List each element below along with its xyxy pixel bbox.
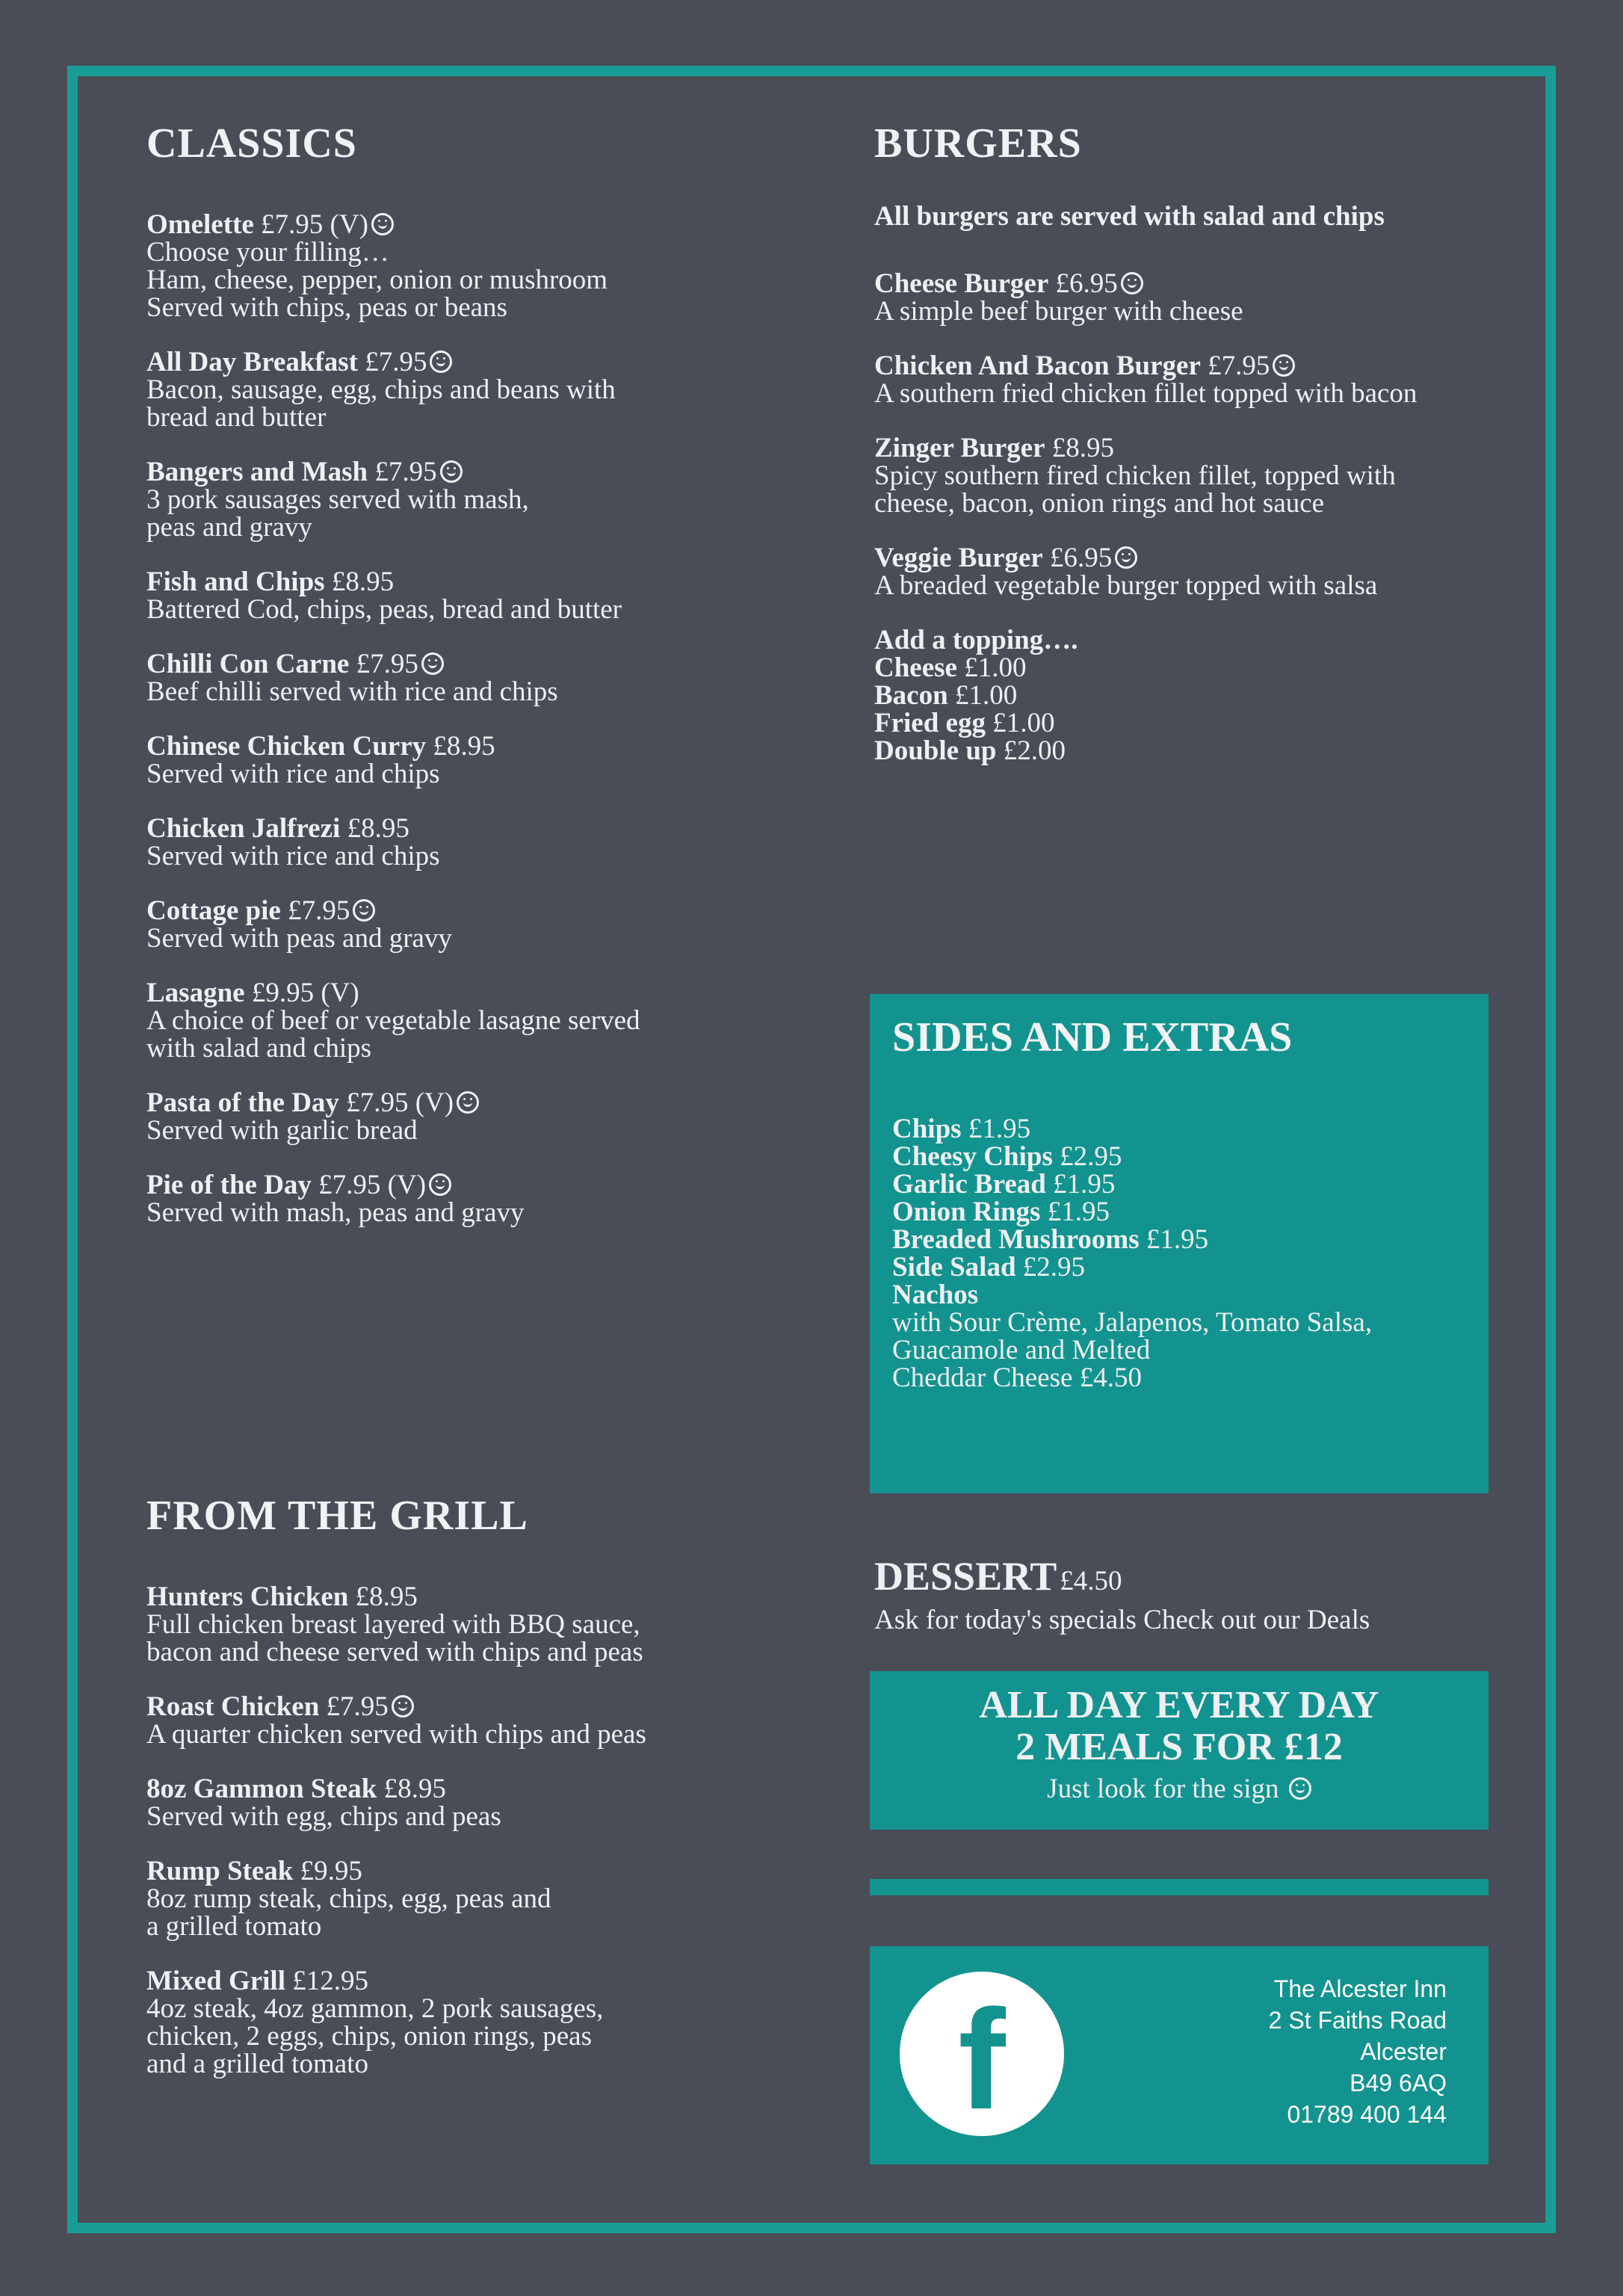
topping-price: £2.00 [1003,735,1066,766]
item-name: Omelette [146,209,254,240]
item-name: Chicken And Bacon Burger [874,351,1201,381]
side-item [892,1143,1488,1170]
item-name: Cottage pie [146,895,281,926]
item-desc: Bacon, sausage, egg, chips and beans with [146,374,616,405]
dessert-title: DESSERT [874,1554,1057,1599]
side-price: £2.95 [1060,1141,1122,1172]
menu-item-pasta-of-the-day [146,1089,819,1144]
item-desc: Served with rice and chips [146,759,440,789]
menu-item-gammon-steak [146,1775,819,1830]
menu-item-omelette [146,211,819,321]
side-price: £1.95 [968,1114,1031,1144]
side-name: Cheesy Chips [892,1141,1053,1172]
item-name: All Day Breakfast [146,347,358,377]
burgers-section [874,120,1532,765]
side-item [892,1226,1488,1253]
sides-title: SIDES AND EXTRAS [892,1014,1293,1061]
deal-line3: Just look for the sign [1047,1774,1279,1804]
burgers-title: BURGERS [874,120,1082,167]
item-desc: Full chicken breast layered with BBQ sauce, [146,1609,640,1640]
topping-item [874,737,1532,765]
smiley-icon [1121,272,1143,294]
item-price: £7.95 [1208,351,1270,381]
menu-item-pie-of-the-day [146,1171,819,1226]
item-name: Bangers and Mash [146,457,368,487]
item-price: £7.95 [326,1691,389,1722]
item-price: £7.95 [365,347,427,377]
item-name: Cheese Burger [874,268,1049,299]
item-name: Chilli Con Carne [146,649,350,679]
topping-item [874,709,1532,737]
side-price: £1.95 [1146,1224,1209,1255]
item-price: £12.95 [292,1966,368,1996]
side-name: Onion Rings [892,1197,1041,1227]
grill-section [146,1492,819,2105]
menu-item-chilli-con-carne [146,650,819,706]
item-desc: Served with garlic bread [146,1115,418,1146]
item-name: Chicken Jalfrezi [146,813,341,844]
menu-item-fish-and-chips [146,568,819,623]
item-name: Veggie Burger [874,543,1043,573]
side-name: Garlic Bread [892,1169,1046,1200]
smiley-icon [430,351,452,373]
side-item [892,1253,1488,1281]
item-price: £8.95 [355,1581,418,1612]
item-price: £8.95 [433,731,495,762]
facebook-icon[interactable]: f [900,1972,1064,2136]
item-desc: a grilled tomato [146,1911,322,1942]
item-desc: 8oz rump steak, chips, egg, peas and [146,1883,551,1914]
vegetarian-tag: (V) [321,978,359,1008]
item-name: Chinese Chicken Curry [146,731,427,762]
item-desc: Served with egg, chips and peas [146,1801,501,1832]
item-name: Lasagne [146,978,245,1008]
menu-item-mixed-grill [146,1967,819,2078]
menu-item-chicken-bacon-burger [874,352,1532,407]
item-name: Pasta of the Day [146,1087,339,1118]
classics-section [146,120,819,1253]
item-desc: chicken, 2 eggs, chips, onion rings, peas [146,2021,592,2052]
topping-item [874,654,1532,682]
item-desc: bread and butter [146,402,327,433]
topping-name: Double up [874,735,997,766]
side-item [892,1115,1488,1143]
side-name: Breaded Mushrooms [892,1224,1140,1255]
topping-name: Cheese [874,652,957,683]
menu-item-cottage-pie [146,897,819,952]
side-name: Chips [892,1114,962,1144]
item-desc: 4oz steak, 4oz gammon, 2 pork sausages, [146,1993,604,2024]
menu-item-bangers-and-mash [146,458,819,541]
item-price: £9.95 [300,1856,362,1886]
menu-item-cheese-burger [874,270,1532,325]
item-name: Mixed Grill [146,1966,285,1996]
item-name: Hunters Chicken [146,1581,349,1612]
side-name: Side Salad [892,1252,1016,1283]
dessert-desc: Ask for today's specials Check out our Deals [874,1605,1370,1635]
dessert-section [874,1553,1532,1636]
toppings-list [874,626,1532,765]
town: Alcester [1360,2038,1447,2065]
postcode: B49 6AQ [1350,2070,1447,2096]
smiley-icon [440,460,463,483]
item-desc: peas and gravy [146,512,312,543]
item-desc: Spicy southern fired chicken fillet, topped with [874,460,1396,491]
side-item [892,1281,1488,1309]
item-name: Rump Steak [146,1856,294,1886]
item-desc: cheese, bacon, onion rings and hot sauce [874,488,1325,519]
smiley-icon [371,213,394,235]
venue-name: The Alcester Inn [1273,1975,1447,2002]
item-desc: Choose your filling… [146,237,389,268]
menu-item-chinese-chicken-curry [146,732,819,788]
smiley-icon [429,1173,451,1196]
item-price: £7.95 [346,1087,409,1118]
item-price: £8.95 [331,567,395,597]
item-name: Zinger Burger [874,433,1045,463]
item-name: 8oz Gammon Steak [146,1774,377,1804]
menu-item-zinger-burger [874,434,1532,517]
item-desc: and a grilled tomato [146,2049,368,2079]
side-item [892,1170,1488,1198]
item-desc: A breaded vegetable burger topped with salsa [874,570,1378,601]
contact-panel [870,1946,1488,2164]
topping-name: Bacon [874,680,948,711]
item-price: £6.95 [1049,543,1113,573]
topping-name: Fried egg [874,708,986,738]
item-desc: Battered Cod, chips, peas, bread and butter [146,594,622,625]
topping-price: £1.00 [964,652,1027,683]
nachos-desc: Guacamole and Melted [892,1335,1151,1365]
nachos-desc: Cheddar Cheese £4.50 [892,1363,1142,1393]
smiley-icon [1115,546,1137,569]
divider-bar [870,1879,1488,1895]
side-item [892,1198,1488,1226]
item-price: £7.95 [374,457,437,487]
item-price: £8.95 [383,1774,446,1804]
item-price: £7.95 [288,895,350,926]
item-desc: 3 pork sausages served with mash, [146,484,529,515]
vegetarian-tag: (V) [415,1087,454,1118]
deal-line2: 2 MEALS FOR £12 [1015,1726,1343,1768]
item-price: £9.95 [251,978,315,1008]
vegetarian-tag: (V) [387,1170,427,1200]
sides-list [892,1115,1488,1392]
deal-line1: ALL DAY EVERY DAY [979,1684,1379,1726]
topping-price: £1.00 [954,680,1018,711]
item-desc: A quarter chicken served with chips and peas [146,1719,646,1750]
menu-item-roast-chicken [146,1693,819,1748]
smiley-icon [457,1091,479,1114]
toppings-title: Add a topping…. [874,625,1078,655]
topping-price: £1.00 [992,708,1055,738]
item-price: £8.95 [1051,433,1114,463]
side-price: £1.95 [1047,1197,1110,1227]
item-desc: Served with mash, peas and gravy [146,1197,525,1228]
classics-title: CLASSICS [146,120,357,167]
smiley-icon [1273,354,1295,377]
smiley-icon [392,1695,414,1718]
menu-item-all-day-breakfast [146,348,819,431]
item-price: £6.95 [1055,268,1118,299]
phone: 01789 400 144 [1287,2101,1447,2128]
street: 2 St Faiths Road [1268,2007,1447,2034]
item-desc: A choice of beef or vegetable lasagne served [146,1005,640,1036]
item-desc: A simple beef burger with cheese [874,296,1243,327]
item-name: Fish and Chips [146,567,325,597]
item-desc: bacon and cheese served with chips and peas [146,1637,643,1667]
menu-item-lasagne [146,979,819,1062]
item-price: £7.95 [356,649,418,679]
burgers-note: All burgers are served with salad and chips [874,201,1385,232]
item-desc: A southern fried chicken fillet topped with bacon [874,378,1418,409]
deal-banner [870,1671,1488,1830]
item-name: Roast Chicken [146,1691,320,1722]
item-price: £8.95 [347,813,409,844]
smiley-icon [1289,1777,1311,1800]
item-desc: Served with chips, peas or beans [146,292,507,323]
smiley-icon [353,899,375,922]
item-desc: Ham, cheese, pepper, onion or mushroom [146,265,608,295]
grill-title: FROM THE GRILL [146,1493,528,1539]
item-desc: Served with peas and gravy [146,923,452,954]
item-price: £7.95 [261,209,324,240]
address-block [1269,1973,1447,2130]
menu-item-veggie-burger [874,544,1532,599]
side-price: £1.95 [1053,1169,1116,1200]
side-name: Nachos [892,1280,979,1310]
item-desc: Beef chilli served with rice and chips [146,676,558,707]
side-price: £2.95 [1022,1252,1086,1283]
nachos-desc: with Sour Crème, Jalapenos, Tomato Salsa, [892,1307,1373,1338]
item-name: Pie of the Day [146,1170,312,1200]
menu-item-hunters-chicken [146,1583,819,1666]
item-desc: with salad and chips [146,1033,372,1064]
vegetarian-tag: (V) [330,209,368,240]
dessert-price: £4.50 [1060,1566,1122,1596]
menu-item-rump-steak [146,1857,819,1940]
smiley-icon [421,652,444,675]
sides-panel [870,994,1488,1493]
topping-item [874,682,1532,709]
menu-item-chicken-jalfrezi [146,815,819,870]
item-price: £7.95 [318,1170,381,1200]
item-desc: Served with rice and chips [146,841,440,871]
